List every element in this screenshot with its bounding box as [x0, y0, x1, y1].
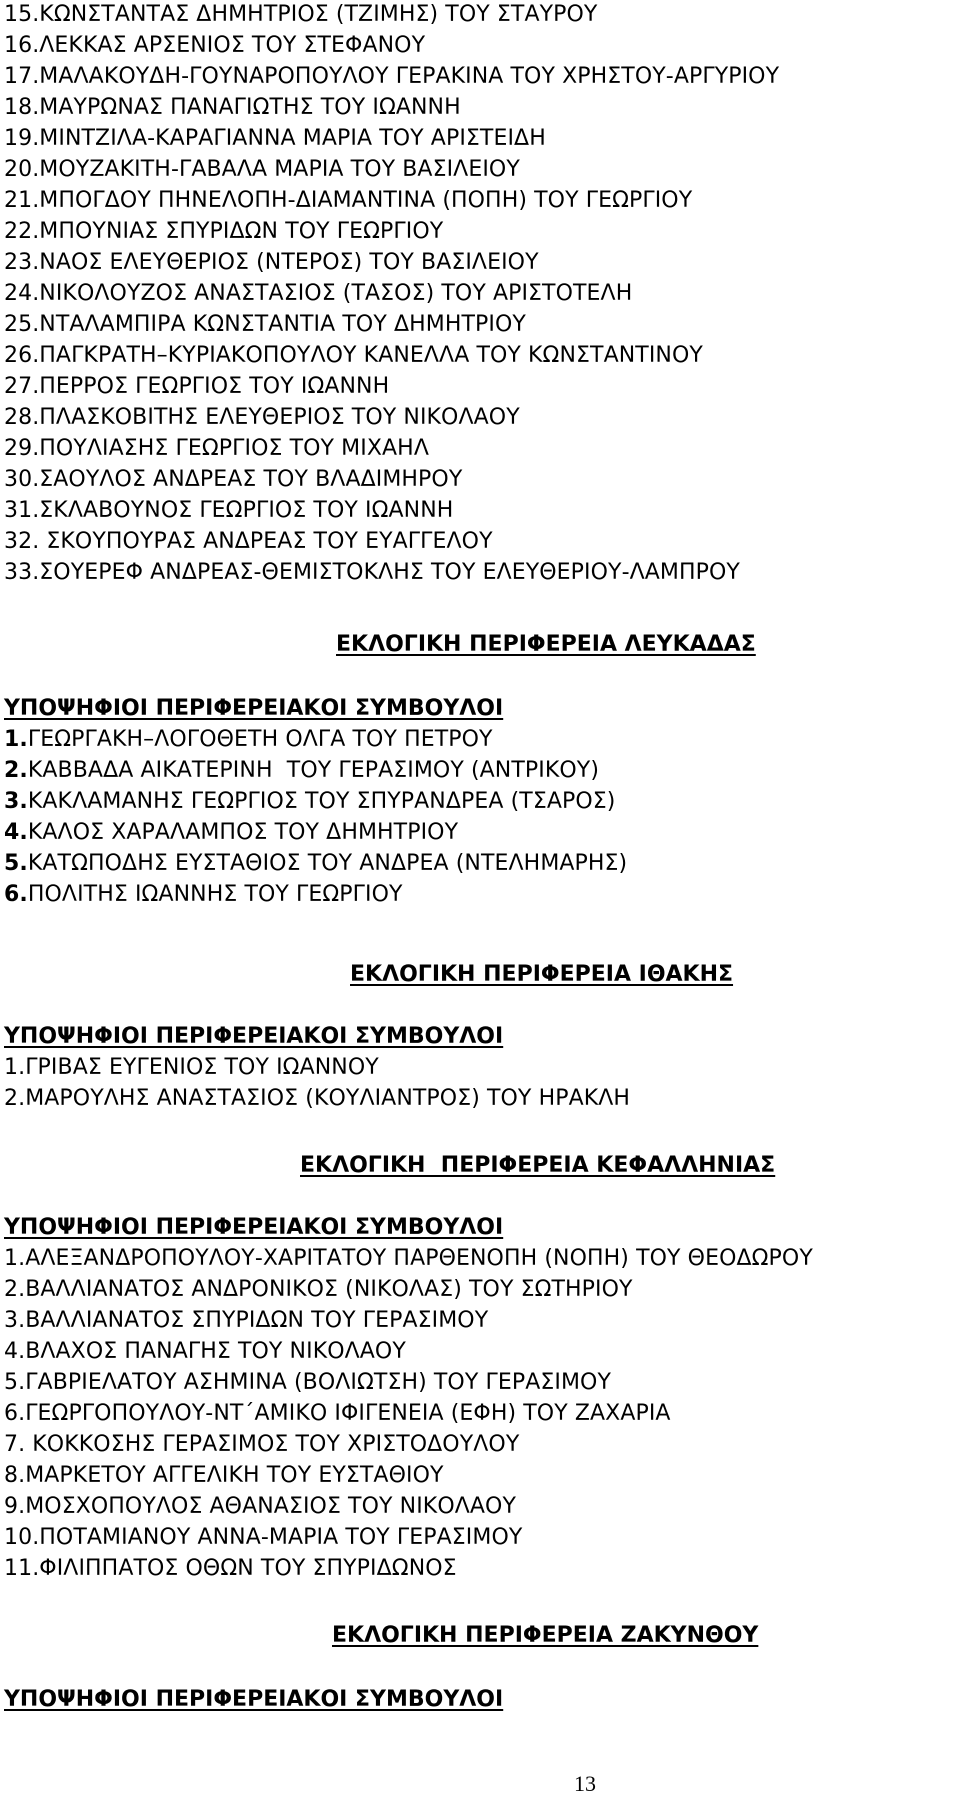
list-item: 26.ΠΑΓΚΡΑΤΗ–ΚΥΡΙΑΚΟΠΟΥΛΟΥ ΚΑΝΕΛΛΑ ΤΟΥ ΚΩΝΣΤΑΝΤΙΝΟΥ [4, 343, 703, 368]
section-heading-councillors: ΥΠΟΨΗΦΙΟΙ ΠΕΡΙΦΕΡΕΙΑΚΟΙ ΣΥΜΒΟΥΛΟΙ [4, 1215, 504, 1240]
list-item: 5.ΓΑΒΡΙΕΛΑΤΟΥ ΑΣΗΜΙΝΑ (ΒΟΛΙΩΤΣΗ) ΤΟΥ ΓΕΡΑΣΙΜΟΥ [4, 1370, 611, 1395]
section-heading-councillors: ΥΠΟΨΗΦΙΟΙ ΠΕΡΙΦΕΡΕΙΑΚΟΙ ΣΥΜΒΟΥΛΟΙ [4, 696, 504, 721]
candidate-name: ΚΑΛΟΣ ΧΑΡΑΛΑΜΠΟΣ ΤΟΥ ΔΗΜΗΤΡΙΟΥ [27, 820, 459, 845]
candidate-number: 2. [4, 758, 28, 783]
list-item: 31.ΣΚΛΑΒΟΥΝΟΣ ΓΕΩΡΓΙΟΣ ΤΟΥ ΙΩΑΝΝΗ [4, 498, 454, 523]
list-item: 3.ΒΑΛΛΙΑΝΑΤΟΣ ΣΠΥΡΙΔΩΝ ΤΟΥ ΓΕΡΑΣΙΜΟΥ [4, 1308, 489, 1333]
list-item: 2.ΒΑΛΛΙΑΝΑΤΟΣ ΑΝΔΡΟΝΙΚΟΣ (ΝΙΚΟΛΑΣ) ΤΟΥ ΣΩΤΗΡΙΟΥ [4, 1277, 633, 1302]
section-heading-councillors: ΥΠΟΨΗΦΙΟΙ ΠΕΡΙΦΕΡΕΙΑΚΟΙ ΣΥΜΒΟΥΛΟΙ [4, 1024, 504, 1049]
candidate-number: 1. [4, 727, 28, 752]
list-item: 4.ΒΛΑΧΟΣ ΠΑΝΑΓΗΣ ΤΟΥ ΝΙΚΟΛΑΟΥ [4, 1339, 406, 1364]
list-item: 23.ΝΑΟΣ ΕΛΕΥΘΕΡΙΟΣ (ΝΤΕΡΟΣ) ΤΟΥ ΒΑΣΙΛΕΙΟΥ [4, 250, 539, 275]
page-number: 13 [574, 1771, 596, 1796]
candidate-number: 6. [4, 882, 28, 907]
candidate-name: ΚΑΒΒΑΔΑ ΑΙΚΑΤΕΡΙΝΗ ΤΟΥ ΓΕΡΑΣΙΜΟΥ (ΑΝΤΡΙΚΟΥ) [27, 758, 600, 783]
list-item: 7. ΚΟΚΚΟΣΗΣ ΓΕΡΑΣΙΜΟΣ ΤΟΥ ΧΡΙΣΤΟΔΟΥΛΟΥ [4, 1432, 520, 1457]
list-item [4, 880, 403, 910]
list-item: 8.ΜΑΡΚΕΤΟΥ ΑΓΓΕΛΙΚΗ ΤΟΥ ΕΥΣΤΑΘΙΟΥ [4, 1463, 444, 1488]
list-item: 19.ΜΙΝΤΖΙΛΑ-ΚΑΡΑΓΙΑΝΝΑ ΜΑΡΙΑ ΤΟΥ ΑΡΙΣΤΕΙΔΗ [4, 126, 546, 151]
region-heading-kefallinia: ΕΚΛΟΓΙΚΗ ΠΕΡΙΦΕΡΕΙΑ ΚΕΦΑΛΛΗΝΙΑΣ [300, 1153, 776, 1178]
list-item: 20.ΜΟΥΖΑΚΙΤΗ-ΓΑΒΑΛΑ ΜΑΡΙΑ ΤΟΥ ΒΑΣΙΛΕΙΟΥ [4, 157, 520, 182]
candidate-number: 3. [4, 789, 28, 814]
section-heading-councillors: ΥΠΟΨΗΦΙΟΙ ΠΕΡΙΦΕΡΕΙΑΚΟΙ ΣΥΜΒΟΥΛΟΙ [4, 1687, 504, 1712]
list-item: 17.ΜΑΛΑΚΟΥΔΗ-ΓΟΥΝΑΡΟΠΟΥΛΟΥ ΓΕΡΑΚΙΝΑ ΤΟΥ ΧΡΗΣΤΟΥ-ΑΡΓΥΡΙΟΥ [4, 64, 780, 89]
list-item: 30.ΣΑΟΥΛΟΣ ΑΝΔΡΕΑΣ ΤΟΥ ΒΛΑΔΙΜΗΡΟΥ [4, 467, 463, 492]
list-item [4, 787, 615, 817]
candidate-name: ΚΑΚΛΑΜΑΝΗΣ ΓΕΩΡΓΙΟΣ ΤΟΥ ΣΠΥΡΑΝΔΡΕΑ (ΤΣΑΡΟΣ) [27, 789, 616, 814]
list-item: 1.ΑΛΕΞΑΝΔΡΟΠΟΥΛΟΥ-ΧΑΡΙΤΑΤΟΥ ΠΑΡΘΕΝΟΠΗ (ΝΟΠΗ) ΤΟΥ ΘΕΟΔΩΡΟΥ [4, 1246, 813, 1271]
candidate-name: ΠΟΛΙΤΗΣ ΙΩΑΝΝΗΣ ΤΟΥ ΓΕΩΡΓΙΟΥ [27, 882, 403, 907]
list-item: 22.ΜΠΟΥΝΙΑΣ ΣΠΥΡΙΔΩΝ ΤΟΥ ΓΕΩΡΓΙΟΥ [4, 219, 444, 244]
list-item: 18.ΜΑΥΡΩΝΑΣ ΠΑΝΑΓΙΩΤΗΣ ΤΟΥ ΙΩΑΝΝΗ [4, 95, 461, 120]
list-item: 25.ΝΤΑΛΑΜΠΙΡΑ ΚΩΝΣΤΑΝΤΙΑ ΤΟΥ ΔΗΜΗΤΡΙΟΥ [4, 312, 526, 337]
list-item: 33.ΣΟΥΕΡΕΦ ΑΝΔΡΕΑΣ-ΘΕΜΙΣΤΟΚΛΗΣ ΤΟΥ ΕΛΕΥΘΕΡΙΟΥ-ΛΑΜΠΡΟΥ [4, 560, 740, 585]
region-heading-ithaki: ΕΚΛΟΓΙΚΗ ΠΕΡΙΦΕΡΕΙΑ ΙΘΑΚΗΣ [350, 962, 734, 987]
list-item: 32. ΣΚΟΥΠΟΥΡΑΣ ΑΝΔΡΕΑΣ ΤΟΥ ΕΥΑΓΓΕΛΟΥ [4, 529, 493, 554]
list-item: 9.ΜΟΣΧΟΠΟΥΛΟΣ ΑΘΑΝΑΣΙΟΣ ΤΟΥ ΝΙΚΟΛΑΟΥ [4, 1494, 516, 1519]
list-item [4, 756, 599, 786]
candidate-name: ΓΕΩΡΓΑΚΗ–ΛΟΓΟΘΕΤΗ ΟΛΓΑ ΤΟΥ ΠΕΤΡΟΥ [27, 727, 493, 752]
candidate-number: 4. [4, 820, 28, 845]
list-item [4, 725, 493, 755]
candidate-number: 5. [4, 851, 28, 876]
list-item: 2.ΜΑΡΟΥΛΗΣ ΑΝΑΣΤΑΣΙΟΣ (ΚΟΥΛΙΑΝΤΡΟΣ) ΤΟΥ ΗΡΑΚΛΗ [4, 1086, 631, 1111]
list-item: 21.ΜΠΟΓΔΟΥ ΠΗΝΕΛΟΠΗ-ΔΙΑΜΑΝΤΙΝΑ (ΠΟΠΗ) ΤΟΥ ΓΕΩΡΓΙΟΥ [4, 188, 693, 213]
list-item: 29.ΠΟΥΛΙΑΣΗΣ ΓΕΩΡΓΙΟΣ ΤΟΥ ΜΙΧΑΗΛ [4, 436, 429, 461]
list-item: 1.ΓΡΙΒΑΣ ΕΥΓΕΝΙΟΣ ΤΟΥ ΙΩΑΝΝΟΥ [4, 1055, 379, 1080]
list-item: 24.ΝΙΚΟΛΟΥΖΟΣ ΑΝΑΣΤΑΣΙΟΣ (ΤΑΣΟΣ) ΤΟΥ ΑΡΙΣΤΟΤΕΛΗ [4, 281, 633, 306]
region-heading-lefkada: ΕΚΛΟΓΙΚΗ ΠΕΡΙΦΕΡΕΙΑ ΛΕΥΚΑΔΑΣ [336, 632, 756, 657]
list-item: 15.ΚΩΝΣΤΑΝΤΑΣ ΔΗΜΗΤΡΙΟΣ (ΤΖΙΜΗΣ) ΤΟΥ ΣΤΑΥΡΟΥ [4, 2, 598, 27]
region-heading-zakynthos: ΕΚΛΟΓΙΚΗ ΠΕΡΙΦΕΡΕΙΑ ΖΑΚΥΝΘΟΥ [332, 1623, 759, 1648]
candidate-name: ΚΑΤΩΠΟΔΗΣ ΕΥΣΤΑΘΙΟΣ ΤΟΥ ΑΝΔΡΕΑ (ΝΤΕΛΗΜΑΡΗΣ) [27, 851, 628, 876]
list-item: 11.ΦΙΛΙΠΠΑΤΟΣ ΟΘΩΝ ΤΟΥ ΣΠΥΡΙΔΩΝΟΣ [4, 1556, 457, 1581]
list-item: 10.ΠΟΤΑΜΙΑΝΟΥ ΑΝΝΑ-ΜΑΡΙΑ ΤΟΥ ΓΕΡΑΣΙΜΟΥ [4, 1525, 523, 1550]
list-item: 6.ΓΕΩΡΓΟΠΟΥΛΟΥ-ΝΤ΄ΑΜΙΚΟ ΙΦΙΓΕΝΕΙΑ (ΕΦΗ) ΤΟΥ ΖΑΧΑΡΙΑ [4, 1401, 671, 1426]
list-item: 27.ΠΕΡΡΟΣ ΓΕΩΡΓΙΟΣ ΤΟΥ ΙΩΑΝΝΗ [4, 374, 390, 399]
list-item [4, 849, 627, 879]
list-item [4, 818, 458, 848]
list-item: 16.ΛΕΚΚΑΣ ΑΡΣΕΝΙΟΣ ΤΟΥ ΣΤΕΦΑΝΟΥ [4, 33, 426, 58]
list-item: 28.ΠΛΑΣΚΟΒΙΤΗΣ ΕΛΕΥΘΕΡΙΟΣ ΤΟΥ ΝΙΚΟΛΑΟΥ [4, 405, 520, 430]
